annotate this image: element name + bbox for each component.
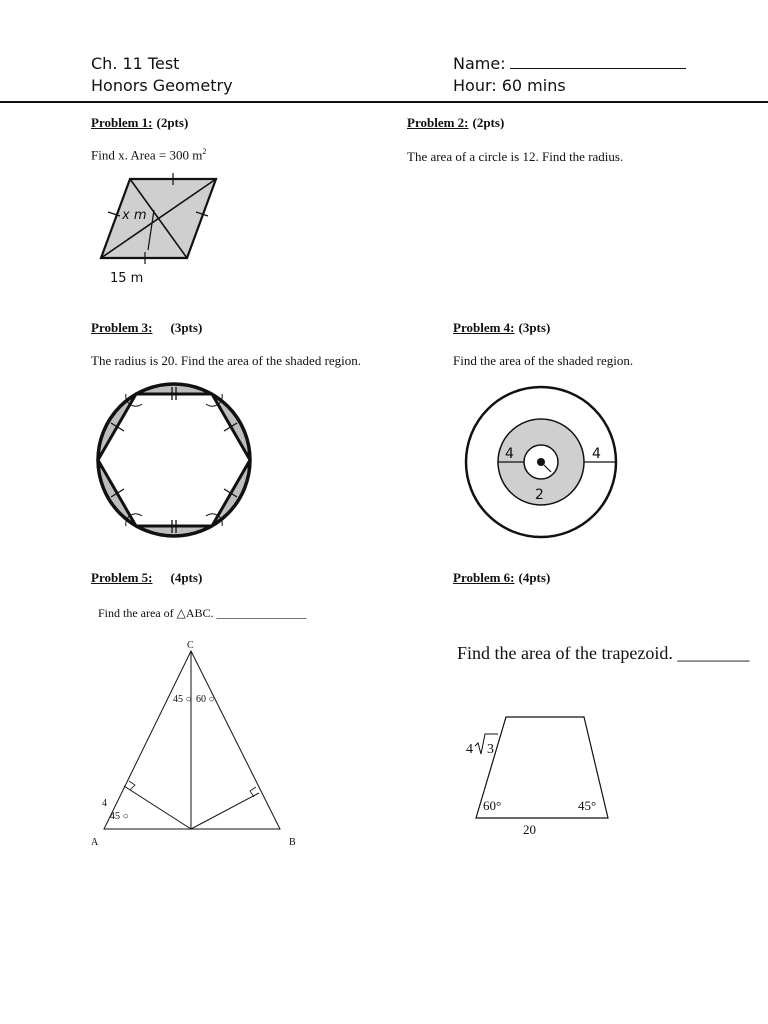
side-label: 4 (102, 798, 107, 809)
label-base: 15 m (110, 271, 144, 286)
hour-label: Hour: 60 mins (453, 76, 566, 95)
vertex-c: C (187, 640, 194, 651)
base-length: 20 (523, 822, 536, 837)
problem-3-prompt: The radius is 20. Find the area of the shaded region. (91, 353, 362, 368)
perpendicular-left (124, 786, 191, 829)
problem-2-prompt: The area of a circle is 12. Find the radius. (407, 149, 624, 164)
angle-right: 60 ○ (196, 694, 215, 705)
trapezoid-figure (460, 706, 630, 846)
triangle-abc-figure (88, 636, 318, 856)
problem-3-title: Problem 3: (3pts) (91, 320, 203, 335)
problem-4-prompt: Find the area of the shaded region. (453, 353, 634, 368)
concentric-circles-figure (463, 383, 623, 543)
side-coef: 4 (466, 742, 473, 757)
angle-left: 45 ○ (173, 694, 192, 705)
perpendicular-right (191, 793, 259, 829)
problem-6-prompt: Find the area of the trapezoid. ________ (457, 643, 750, 663)
course-title: Ch. 11 Test (91, 54, 180, 73)
label-small-radius: 2 (535, 487, 544, 503)
problem-5-title: Problem 5: (4pts) (91, 570, 203, 585)
class-name: Honors Geometry (91, 76, 233, 95)
parallelogram-figure (90, 168, 250, 288)
name-label: Name: (453, 54, 506, 73)
circle-hexagon-figure (94, 379, 254, 539)
angle-right: 45° (578, 798, 597, 813)
label-ring-width-right: 4 (592, 446, 601, 462)
problem-4-title: Problem 4: (3pts) (453, 320, 551, 335)
side-root: 3 (487, 742, 494, 757)
name-blank-line[interactable] (510, 54, 686, 69)
problem-1-prompt: Find x. Area = 300 $m^2$ (91, 147, 207, 163)
problem-1-title: Problem 1: (2pts) (91, 115, 189, 130)
triangle-abc (104, 651, 280, 829)
angle-left: 60° (483, 798, 502, 813)
problem-6-title: Problem 6: (4pts) (453, 570, 551, 585)
name-field[interactable] (453, 53, 686, 75)
label-inner-radius-left: 4 (505, 446, 514, 462)
vertex-a: A (91, 837, 99, 848)
angle-base: 45 ○ (110, 811, 129, 822)
problem-2-title: Problem 2: (2pts) (407, 115, 505, 130)
label-x: x m (122, 208, 147, 223)
problem-5-prompt: Find the area of △ABC. _______________ (98, 606, 307, 620)
center-point (537, 458, 545, 466)
header-divider (0, 101, 768, 103)
vertex-b: B (289, 837, 296, 848)
